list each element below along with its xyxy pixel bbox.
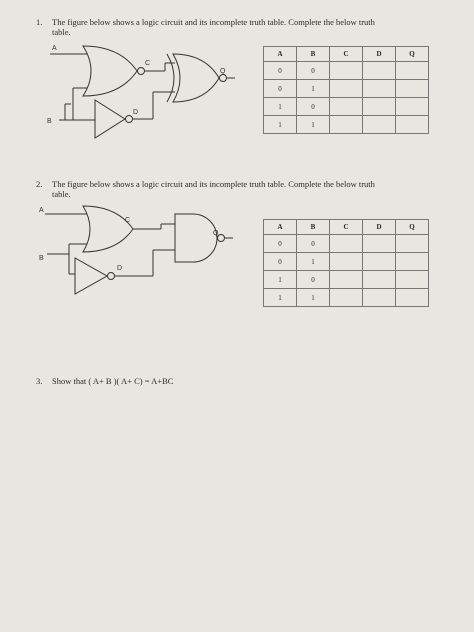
- cell-c[interactable]: [330, 235, 363, 253]
- cell-q[interactable]: [396, 62, 429, 80]
- cell-q[interactable]: [396, 253, 429, 271]
- header-d: D: [363, 220, 396, 235]
- question-2: [36, 179, 436, 199]
- truth-table-2: [263, 219, 429, 307]
- cell-c[interactable]: [330, 253, 363, 271]
- label-a: A: [39, 207, 44, 214]
- cell-q[interactable]: [396, 235, 429, 253]
- logic-circuit-2: [35, 202, 245, 302]
- header-d: D: [363, 47, 396, 62]
- question-text: The figure below shows a logic circuit and its incomplete truth table. Complete the below truth: [52, 179, 375, 189]
- question-number: 2.: [36, 179, 43, 189]
- cell-d[interactable]: [363, 271, 396, 289]
- cell-b: 0: [297, 235, 330, 253]
- cell-c[interactable]: [330, 62, 363, 80]
- or-gate: [83, 206, 133, 252]
- question-3: [36, 376, 336, 386]
- cell-q[interactable]: [396, 80, 429, 98]
- table-header-row: [264, 220, 429, 235]
- cell-d[interactable]: [363, 235, 396, 253]
- nor-gate: [83, 46, 137, 96]
- cell-b: 1: [297, 253, 330, 271]
- header-c: C: [330, 220, 363, 235]
- nor-bubble: [138, 68, 145, 75]
- question-text-continued: table.: [52, 27, 71, 37]
- nand-bubble: [218, 235, 225, 242]
- not-gate: [75, 258, 107, 294]
- cell-a: 0: [264, 62, 297, 80]
- cell-d[interactable]: [363, 62, 396, 80]
- label-b: B: [47, 118, 52, 125]
- cell-c[interactable]: [330, 289, 363, 307]
- question-text: Show that ( A+ B )( A+ C) = A+BC: [52, 376, 174, 386]
- not-bubble: [126, 116, 133, 123]
- cell-q[interactable]: [396, 271, 429, 289]
- question-number: 3.: [36, 376, 43, 386]
- cell-a: 1: [264, 289, 297, 307]
- header-b: B: [297, 220, 330, 235]
- cell-q[interactable]: [396, 289, 429, 307]
- cell-q[interactable]: [396, 98, 429, 116]
- table-row: [264, 271, 429, 289]
- cell-d[interactable]: [363, 116, 396, 134]
- table-row: [264, 289, 429, 307]
- table-row: [264, 98, 429, 116]
- cell-b: 0: [297, 98, 330, 116]
- xnor-bubble: [220, 75, 227, 82]
- question-text: The figure below shows a logic circuit and its incomplete truth table. Complete the below truth: [52, 17, 375, 27]
- question-1: [36, 17, 436, 37]
- cell-c[interactable]: [330, 116, 363, 134]
- xnor-gate: [173, 54, 219, 102]
- header-a: A: [264, 220, 297, 235]
- question-number: 1.: [36, 17, 43, 27]
- truth-table-1: [263, 46, 429, 134]
- header-a: A: [264, 47, 297, 62]
- table-row: [264, 62, 429, 80]
- header-q: Q: [396, 47, 429, 62]
- label-a: A: [52, 45, 57, 52]
- logic-circuit-1: [35, 40, 245, 140]
- cell-a: 1: [264, 271, 297, 289]
- not-gate: [95, 100, 125, 138]
- cell-d[interactable]: [363, 98, 396, 116]
- cell-b: 0: [297, 271, 330, 289]
- label-c: C: [145, 60, 151, 67]
- cell-a: 0: [264, 80, 297, 98]
- nand-gate: [175, 214, 217, 262]
- label-q: Q: [213, 230, 219, 237]
- cell-a: 0: [264, 235, 297, 253]
- cell-a: 1: [264, 116, 297, 134]
- cell-b: 1: [297, 289, 330, 307]
- cell-d[interactable]: [363, 80, 396, 98]
- table-row: [264, 235, 429, 253]
- header-q: Q: [396, 220, 429, 235]
- cell-d[interactable]: [363, 289, 396, 307]
- header-c: C: [330, 47, 363, 62]
- label-c: C: [125, 217, 131, 224]
- cell-a: 0: [264, 253, 297, 271]
- cell-b: 1: [297, 116, 330, 134]
- cell-c[interactable]: [330, 80, 363, 98]
- cell-a: 1: [264, 98, 297, 116]
- label-d: D: [117, 265, 123, 272]
- cell-c[interactable]: [330, 98, 363, 116]
- table-row: [264, 80, 429, 98]
- label-b: B: [39, 255, 44, 262]
- label-q: Q: [220, 68, 226, 75]
- table-row: [264, 253, 429, 271]
- cell-d[interactable]: [363, 253, 396, 271]
- cell-b: 0: [297, 62, 330, 80]
- label-d: D: [133, 109, 139, 116]
- not-bubble: [108, 273, 115, 280]
- cell-b: 1: [297, 80, 330, 98]
- cell-c[interactable]: [330, 271, 363, 289]
- table-header-row: [264, 47, 429, 62]
- xnor-back-arc: [167, 54, 174, 102]
- table-row: [264, 116, 429, 134]
- header-b: B: [297, 47, 330, 62]
- cell-q[interactable]: [396, 116, 429, 134]
- question-text-continued: table.: [52, 189, 71, 199]
